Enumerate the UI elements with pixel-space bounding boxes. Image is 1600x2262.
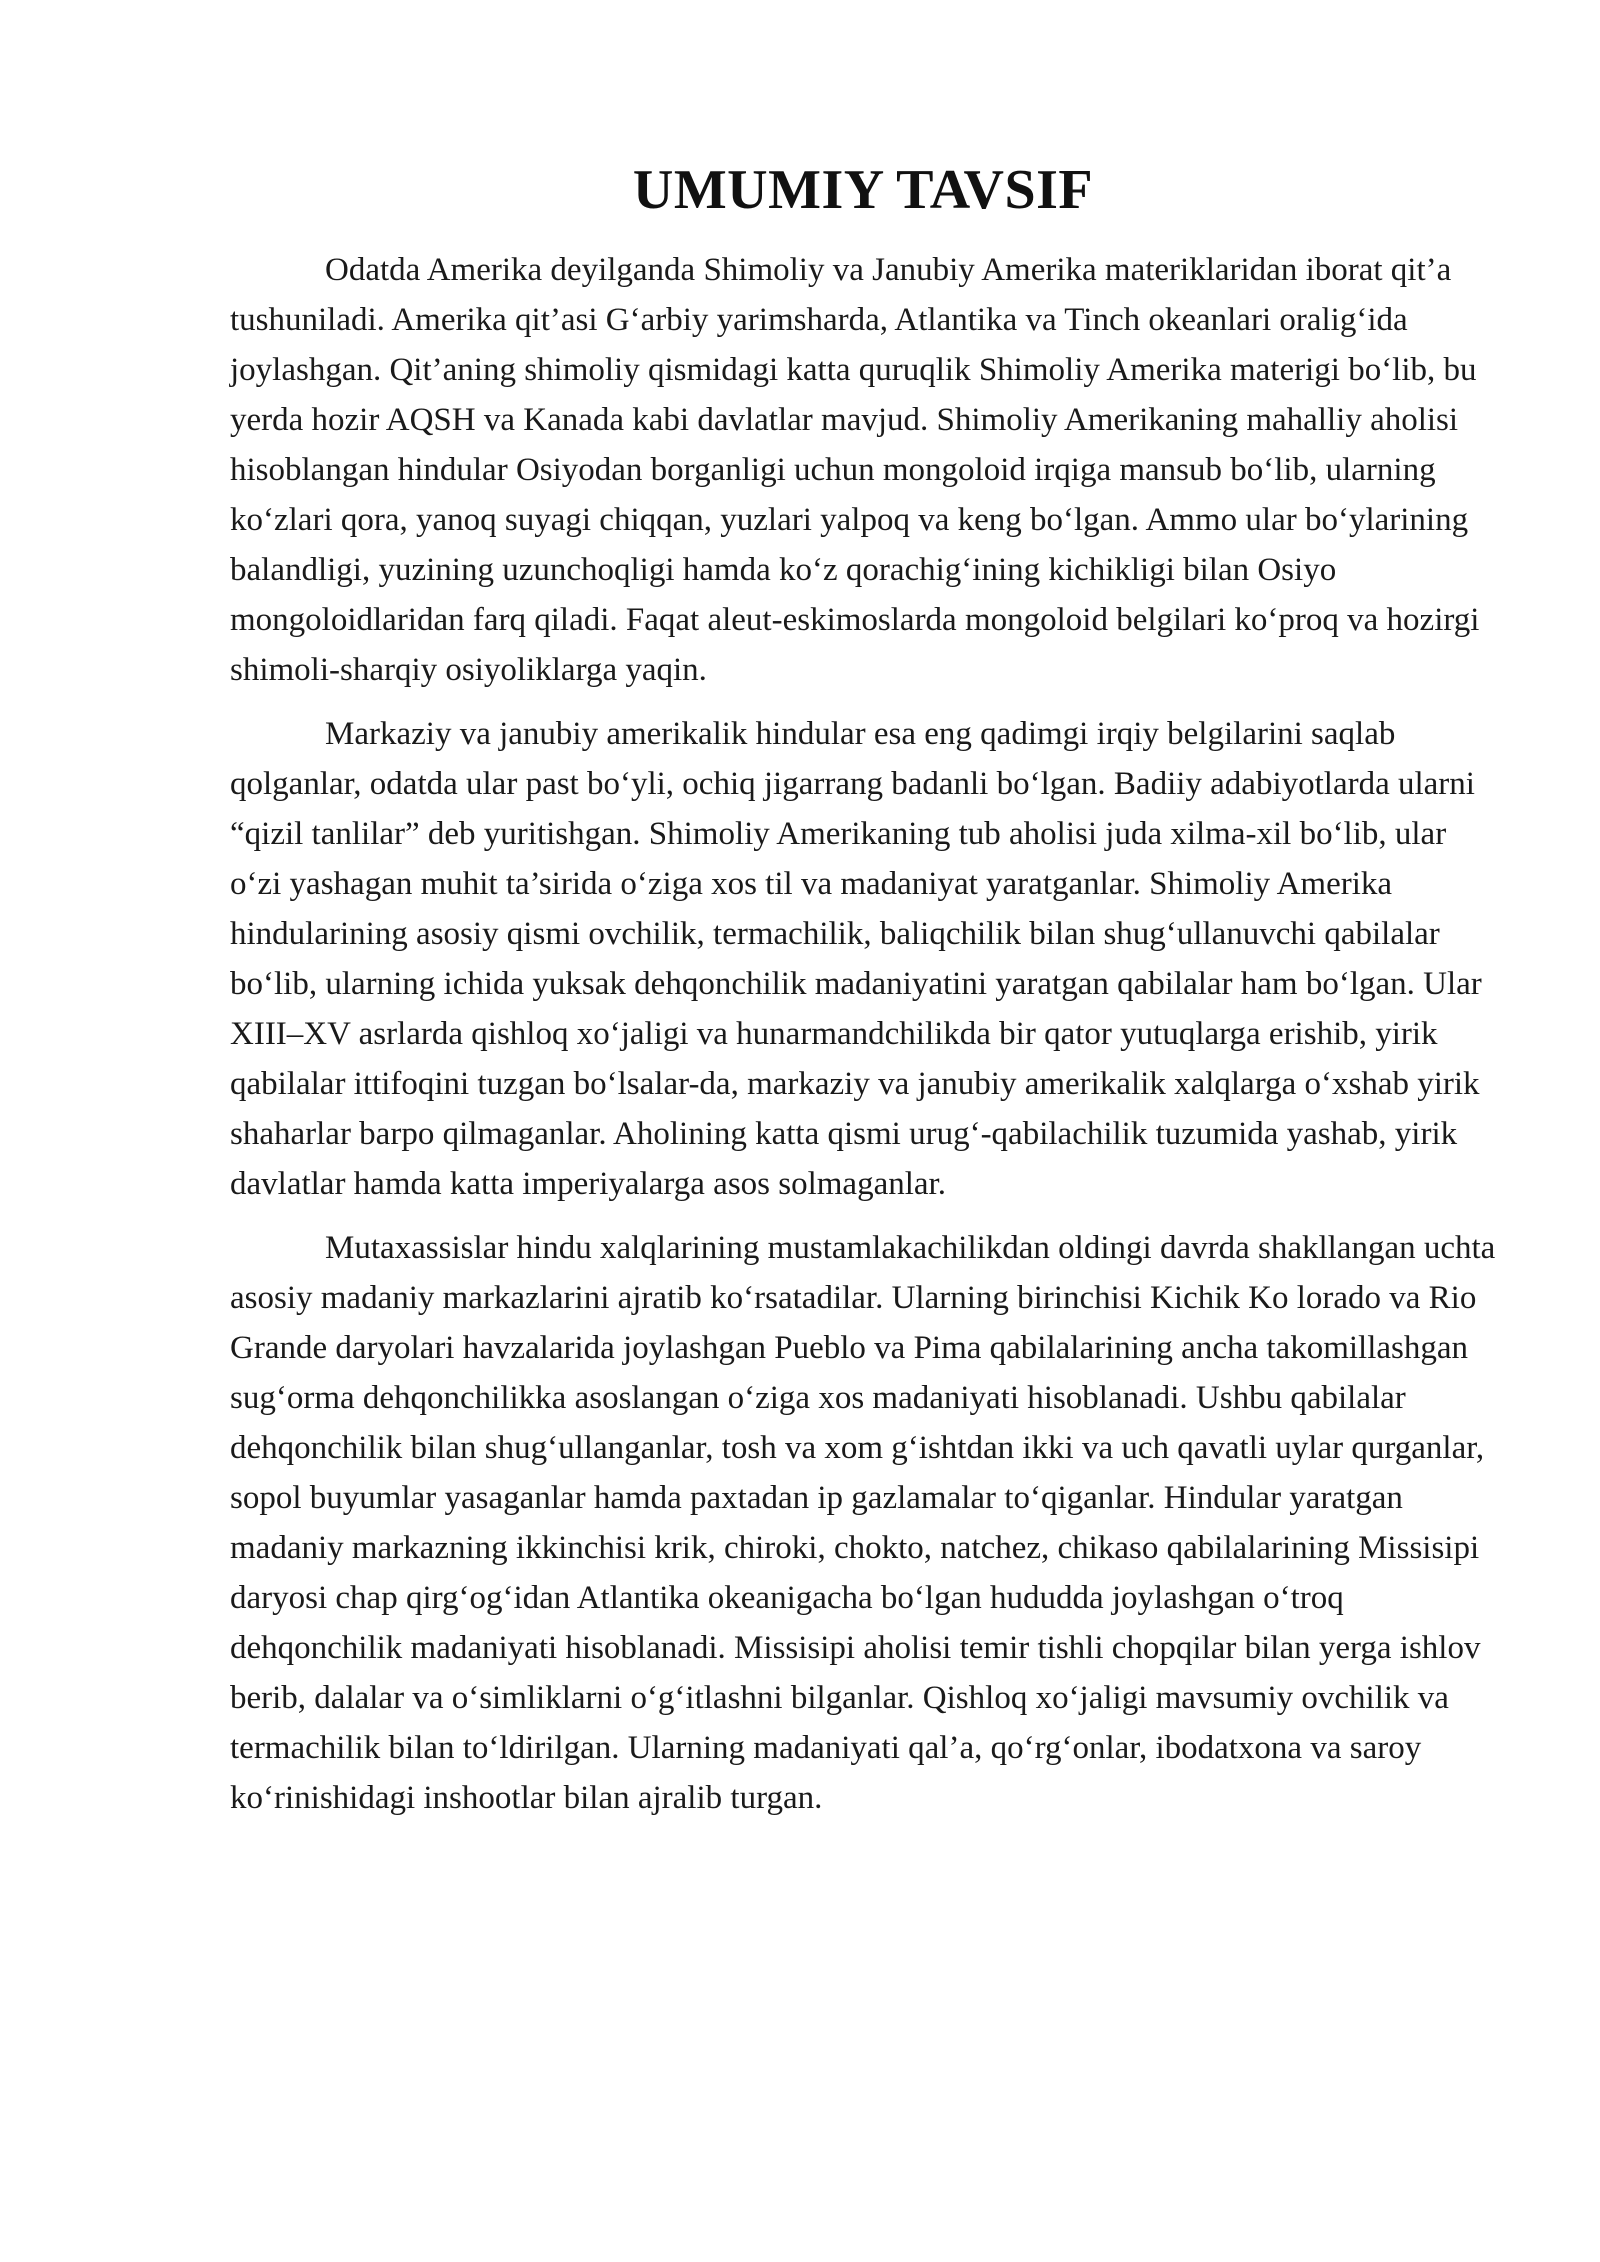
paragraph-2: Markaziy va janubiy amerikalik hindular esa eng qadimgi irqiy belgilarini saqlab qolganlar, odatda ular past bo‘yli, ochiq jigarrang badanli bo‘lgan. Badiiy adabiyotlarda ularni “qizil tanlilar” deb yuritishgan. Shimoliy Amerikaning tub aholisi juda xilma-xil bo‘lib, ular o‘zi yashagan muhit ta’sirida o‘ziga xos til va madaniyat yaratganlar. Shimoliy Amerika hindularining asosiy qismi ovchilik, termachilik, baliqchilik bilan shug‘ullanuvchi qabilalar bo‘lib, ularning ichida yuksak dehqonchilik madaniyatini yaratgan qabilalar ham bo‘lgan. Ular XIII–XV asrlarda qishloq xo‘jaligi va hunarmandchilikda bir qator yutuqlarga erishib, yirik qabilalar ittifoqini tuzgan bo‘lsalar-da, markaziy va janubiy amerikalik xalqlarga o‘xshab yirik shaharlar barpo qilmaganlar. Aholining katta qismi urug‘-qabilachilik tuzumida yashab, yirik davlatlar hamda katta imperiyalarga asos solmaganlar. xyxy=(230,716,1482,1202)
body-text xyxy=(230,245,1500,1837)
paragraph-3: Mutaxassislar hindu xalqlarining mustamlakachilikdan oldingi davrda shakllangan uchta asosiy madaniy markazlarini ajratib ko‘rsatadilar. Ularning birinchisi Kichik Ko lorado va Rio Grande daryolari havzalarida joylashgan Pueblo va Pima qabilalarining ancha takomillashgan sug‘orma dehqonchilikka asoslangan o‘ziga xos madaniyati hisoblanadi. Ushbu qabilalar dehqonchilik bilan shug‘ullanganlar, tosh va xom g‘ishtdan ikki va uch qavatli uylar qurganlar, sopol buyumlar yasaganlar hamda paxtadan ip gazlamalar to‘qiganlar. Hindular yaratgan madaniy markazning ikkinchisi krik, chiroki, chokto, natchez, chikaso qabilalarining Missisipi daryosi chap qirg‘og‘idan Atlantika okeanigacha bo‘lgan hududda joylashgan o‘troq dehqonchilik madaniyati hisoblanadi. Missisipi aholisi temir tishli chopqilar bilan yerga ishlov berib, dalalar va o‘simliklarni o‘g‘itlashni bilganlar. Qishloq xo‘jaligi mavsumiy ovchilik va termachilik bilan to‘ldirilgan. Ularning madaniyati qal’a, qo‘rg‘onlar, ibodatxona va saroy ko‘rinishidagi inshootlar bilan ajralib turgan. xyxy=(230,1230,1496,1816)
paragraph-1: Odatda Amerika deyilganda Shimoliy va Janubiy Amerika materiklaridan iborat qit’a tushuniladi. Amerika qit’asi G‘arbiy yarimsharda, Atlantika va Tinch okeanlari oralig‘ida joylashgan. Qit’aning shimoliy qismidagi katta quruqlik Shimoliy Amerika materigi bo‘lib, bu yerda hozir AQSH va Kanada kabi davlatlar mavjud. Shimoliy Amerikaning mahalliy aholisi hisoblangan hindular Osiyodan borganligi uchun mongoloid irqiga mansub bo‘lib, ularning ko‘zlari qora, yanoq suyagi chiqqan, yuzlari yalpoq va keng bo‘lgan. Ammo ular bo‘ylarining balandligi, yuzining uzunchoqligi hamda ko‘z qorachig‘ining kichikligi bilan Osiyo mongoloidlaridan farq qiladi. Faqat aleut-eskimoslarda mongoloid belgilari ko‘proq va hozirgi shimoli-sharqiy osiyoliklarga yaqin. xyxy=(230,252,1480,688)
page-title: UMUMIY TAVSIF xyxy=(632,159,1094,221)
